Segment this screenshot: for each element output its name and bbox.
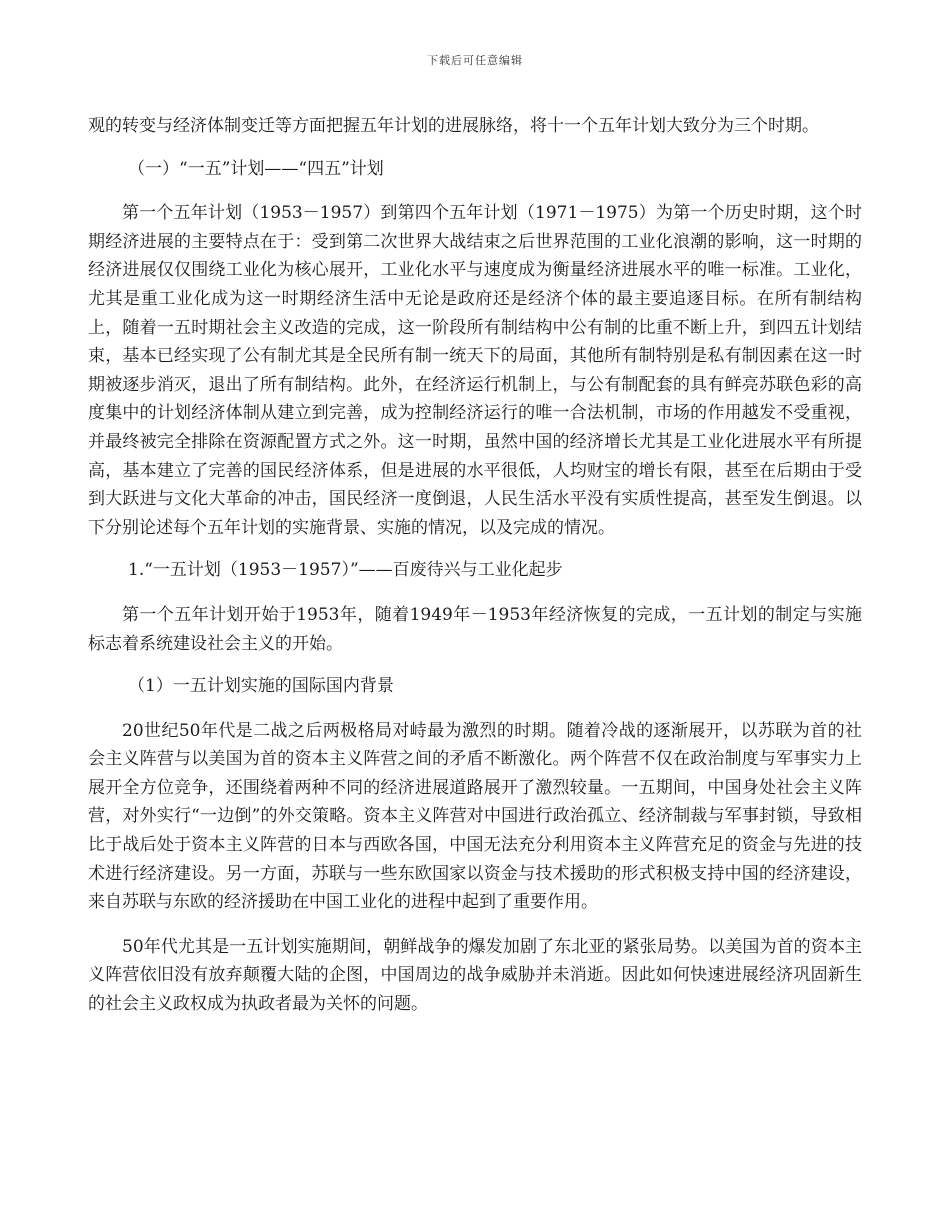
background-paragraph-1: 20世纪50年代是二战之后两极格局对峙最为激烈的时期。随着冷战的逐渐展开，以苏联为首的社会主义阵营与以美国为首的资本主义阵营之间的矛盾不断激化。两个阵营不仅在政治制度与军事实力上展开全方位竞争，还围绕着两种不同的经济进展道路展开了激烈较量。一五期间，中国身处社会主义阵营，对外实行“一边倒”的外交策略。资本主义阵营对中国进行政治孤立、经济制裁与军事封锁，导致相比于战后处于资本主义阵营的日本与西欧各国，中国无法充分利用资本主义阵营充足的资金与先进的技术进行经济建设。另一方面，苏联与一些东欧国家以资金与技术援助的形式积极支持中国的经济建设，来自苏联与东欧的经济援助在中国工业化的进程中起到了重要作用。 (88, 720, 862, 913)
section-heading-period-1: （一）“一五”计划——“四五”计划 (128, 158, 384, 179)
subsection-heading-plan-1: 1.“一五计划（1953－1957）”——百废待兴与工业化起步 (128, 560, 563, 581)
page-header: 下载后可任意编辑 (427, 54, 523, 67)
document-body (88, 112, 862, 1019)
intro-paragraph: 观的转变与经济体制变迁等方面把握五年计划的进展脉络，将十一个五年计划大致分为三个时期。 (88, 116, 819, 136)
background-paragraph-2: 50年代尤其是一五计划实施期间，朝鲜战争的爆发加剧了东北亚的紧张局势。以美国为首的资本主义阵营依旧没有放弃颠覆大陆的企图，中国周边的战争威胁并未消逝。因此如何快速进展经济巩固新生的社会主义政权成为执政者最为关怀的问题。 (88, 936, 862, 1015)
period-1-paragraph: 第一个五年计划（1953－1957）到第四个五年计划（1971－1975）为第一个历史时期，这个时期经济进展的主要特点在于：受到第二次世界大战结束之后世界范围的工业化浪潮的影响，这一时期的经济进展仅仅围绕工业化为核心展开，工业化水平与速度成为衡量经济进展水平的唯一标准。工业化，尤其是重工业化成为这一时期经济生活中无论是政府还是经济个体的最主要追逐目标。在所有制结构上，随着一五时期社会主义改造的完成，这一阶段所有制结构中公有制的比重不断上升，到四五计划结束，基本已经实现了公有制尤其是全民所有制一统天下的局面，其他所有制特别是私有制因素在这一时期被逐步消灭，退出了所有制结构。此外，在经济运行机制上，与公有制配套的具有鲜亮苏联色彩的高度集中的计划经济体制从建立到完善，成为控制经济运行的唯一合法机制，市场的作用越发不受重视，并最终被完全排除在资源配置方式之外。这一时期，虽然中国的经济增长尤其是工业化进展水平有所提高，基本建立了完善的国民经济体系，但是进展的水平很低，人均财宝的增长有限，甚至在后期由于受到大跃进与文化大革命的冲击，国民经济一度倒退，人民生活水平没有实质性提高，甚至发生倒退。以下分别论述每个五年计划的实施背景、实施的情况，以及完成的情况。 (88, 203, 862, 538)
subsection-heading-background: （1）一五计划实施的国际国内背景 (128, 676, 394, 697)
plan-1-paragraph: 第一个五年计划开始于1953年，随着1949年－1953年经济恢复的完成，一五计划的制定与实施标志着系统建设社会主义的开始。 (88, 604, 862, 654)
